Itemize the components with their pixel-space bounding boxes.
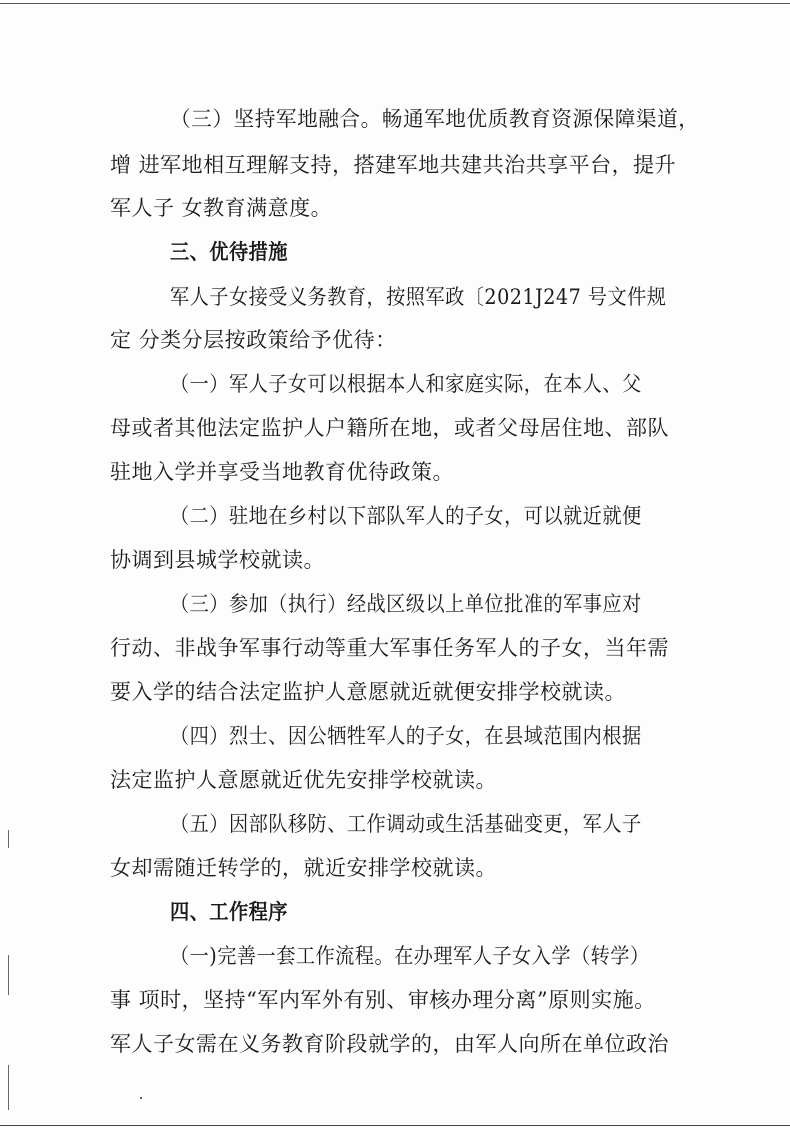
- text-line: （三）坚持军地融合。畅通军地优质教育资源保障渠道，: [170, 107, 700, 131]
- scan-dot: [140, 1097, 142, 1099]
- scan-mark: [8, 1065, 9, 1110]
- scan-border-top: [0, 3, 790, 4]
- text-line: 军人子女接受义务教育，按照军政〔2021J247 号文件规: [170, 285, 667, 309]
- section-heading: 四、工作程序: [170, 900, 288, 924]
- scan-mark: [8, 830, 9, 848]
- scan-mark: [8, 955, 9, 995]
- text-line: 母或者其他法定监护人户籍所在地，或者父母居住地、部队: [110, 416, 669, 440]
- text-line: 协调到县城学校就读。: [110, 548, 325, 572]
- text-line: （四）烈士、因公牺牲军人的子女，在县域范围内根据: [170, 724, 642, 748]
- text-line: 驻地入学并享受当地教育优待政策。: [110, 460, 454, 484]
- text-line: 事 项时，坚持“军内军外有别、审核办理分离”原则实施。: [110, 988, 656, 1012]
- text-line: （三）参加（执行）经战区级以上单位批准的军事应对: [170, 592, 642, 616]
- text-line: 定 分类分层按政策给予优待：: [110, 328, 397, 352]
- text-line: （一)完善一套工作流程。在办理军人子女入学（转学）: [170, 944, 650, 968]
- text-line: 要入学的结合法定监护人意愿就近就便安排学校就读。: [110, 680, 626, 704]
- section-heading: 三、优待措施: [170, 240, 288, 264]
- text-line: 行动、非战争军事行动等重大军事任务军人的子女，当年需: [110, 636, 669, 660]
- text-line: （二）驻地在乡村以下部队军人的子女，可以就近就便: [170, 504, 642, 528]
- text-line: 法定监护人意愿就近优先安排学校就读。: [110, 768, 497, 792]
- scan-border-bottom: [0, 1125, 790, 1126]
- text-line: 增 进军地相互理解支持，搭建军地共建共治共享平台，提升: [110, 153, 677, 177]
- text-line: 军人子女需在义务教育阶段就学的，由军人向所在单位政治: [110, 1032, 669, 1056]
- text-line: （五）因部队移防、工作调动或生活基础变更，军人子: [170, 812, 642, 836]
- text-line: 女却需随迁转学的，就近安排学校就读。: [110, 856, 497, 880]
- text-line: 军人子 女教育满意度。: [110, 196, 333, 220]
- text-line: （一）军人子女可以根据本人和家庭实际，在本人、父: [170, 372, 642, 396]
